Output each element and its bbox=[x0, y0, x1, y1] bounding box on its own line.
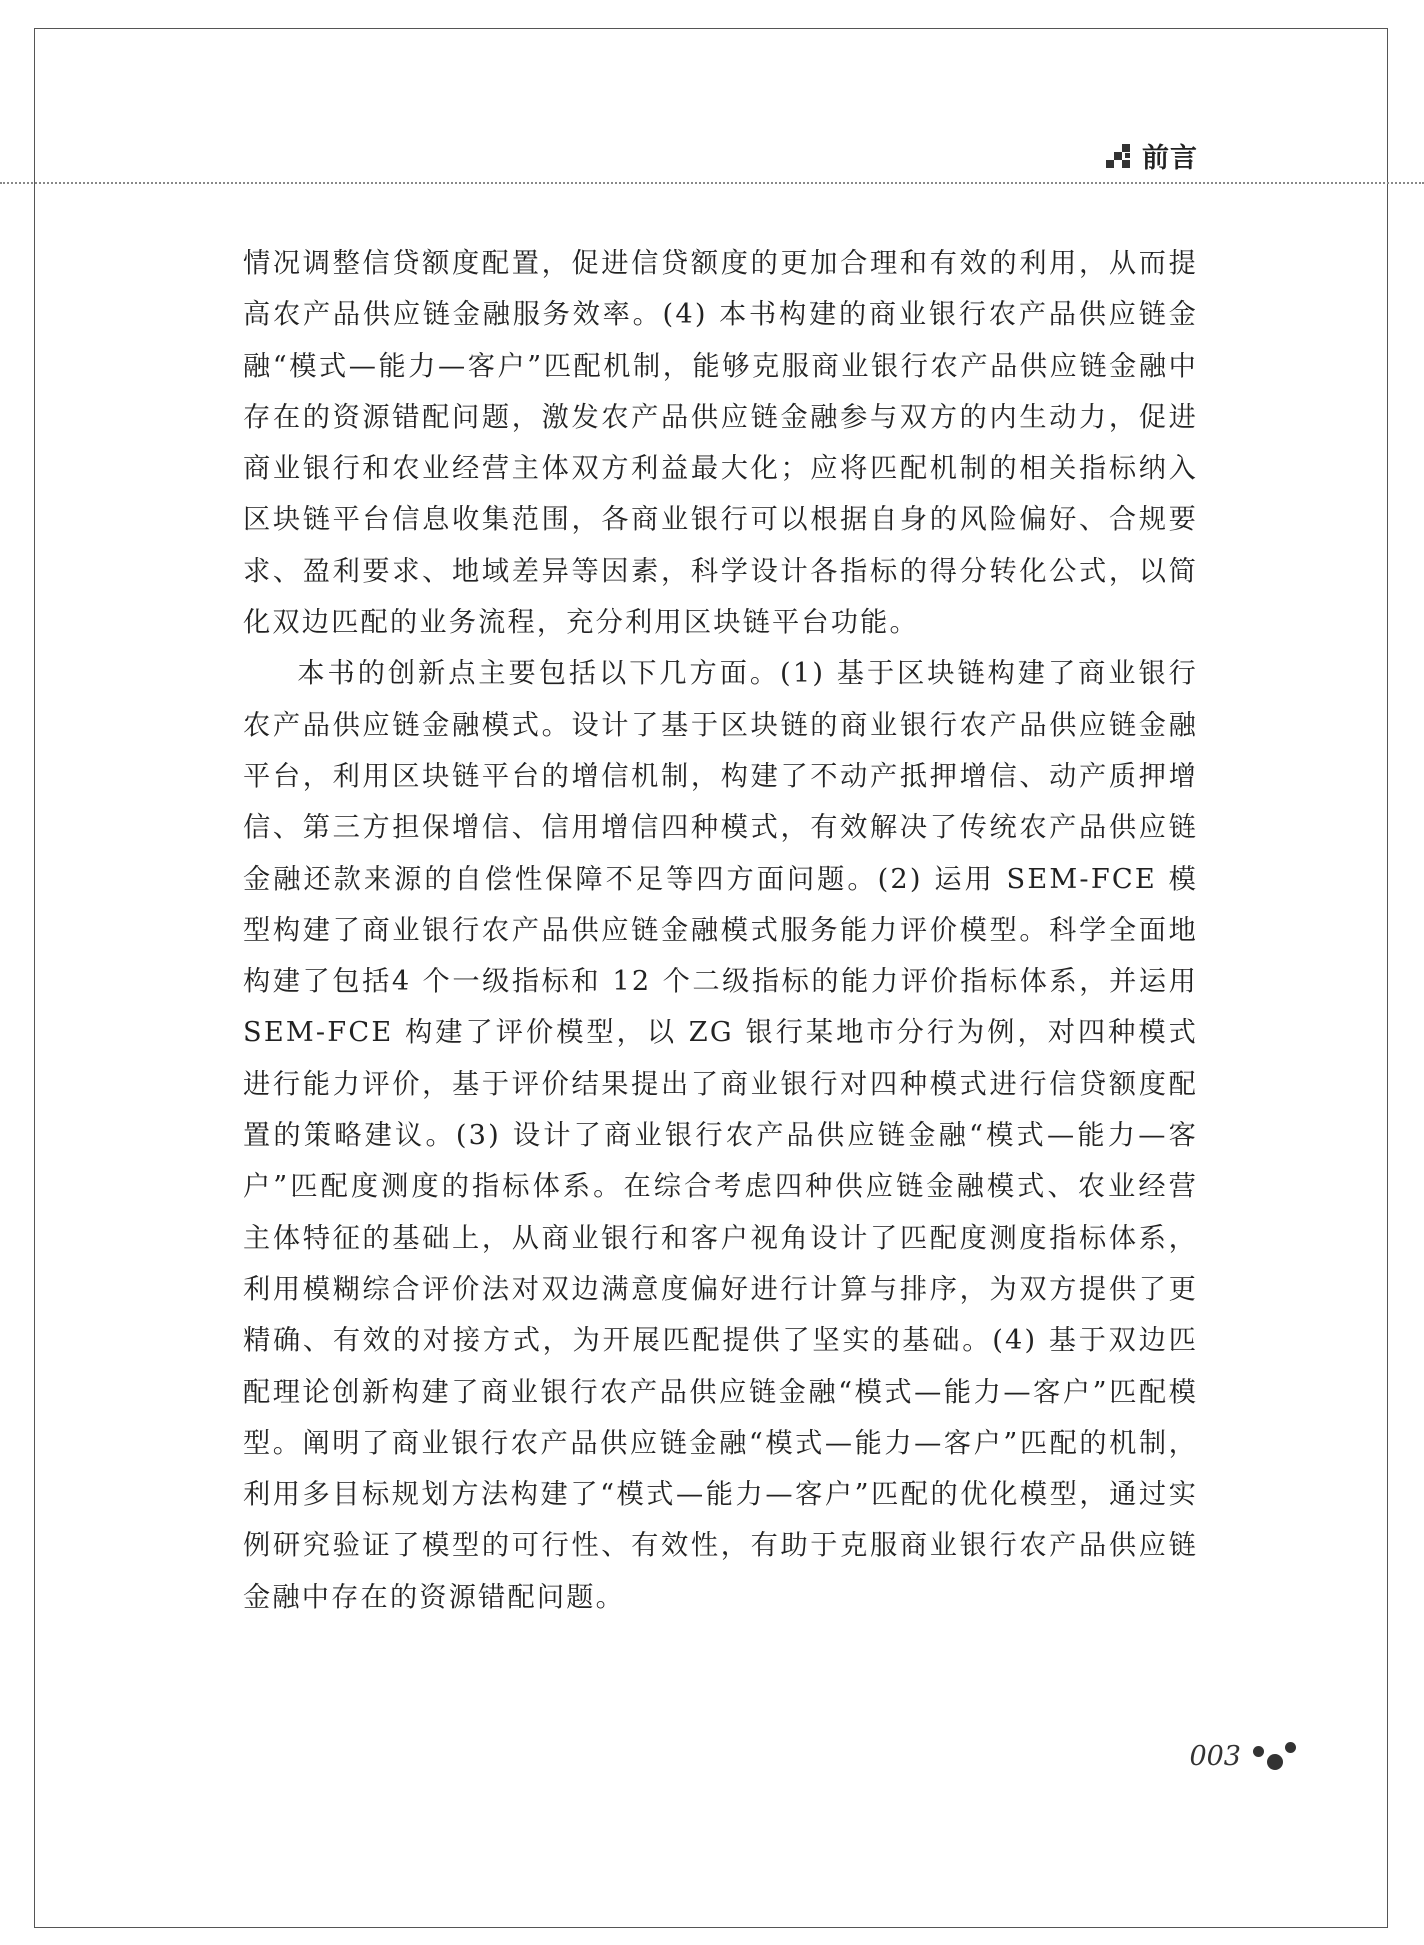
three-dots-icon bbox=[1253, 1742, 1311, 1772]
checker-squares-icon bbox=[1106, 144, 1134, 168]
page-footer bbox=[1189, 1741, 1311, 1772]
header-dotted-rule bbox=[0, 182, 1424, 184]
body-text bbox=[243, 238, 1198, 1623]
page-number: 003 bbox=[1189, 1741, 1241, 1772]
section-title: 前言 bbox=[1142, 143, 1198, 174]
paragraph-innovations: 本书的创新点主要包括以下几方面。(1) 基于区块链构建了商业银行农产品供应链金融模式。设计了基于区块链的商业银行农产品供应链金融平台，利用区块链平台的增信机制，构建了不动产抵押增信、动产质押增信、第三方担保增信、信用增信四种模式，有效解决了传统农产品供应链金融还款来源的自偿性保障不足等四方面问题。(2) 运用 SEM-FCE 模型构建了商业银行农产品供应链金融模式服务能力评价模型。科学全面地构建了包括4 个一级指标和 12 个二级指标的能力评价指标体系，并运用 SEM-FCE 构建了评价模型，以 ZG 银行某地市分行为例，对四种模式进行能力评价，基于评价结果提出了商业银行对四种模式进行信贷额度配置的策略建议。(3) 设计了商业银行农产品供应链金融“模式—能力—客户”匹配度测度的指标体系。在综合考虑四种供应链金融模式、农业经营主体特征的基础上，从商业银行和客户视角设计了匹配度测度指标体系，利用模糊综合评价法对双边满意度偏好进行计算与排序，为双方提供了更精确、有效的对接方式，为开展匹配提供了坚实的基础。(4) 基于双边匹配理论创新构建了商业银行农产品供应链金融“模式—能力—客户”匹配模型。阐明了商业银行农产品供应链金融“模式—能力—客户”匹配的机制，利用多目标规划方法构建了“模式—能力—客户”匹配的优化模型，通过实例研究验证了模型的可行性、有效性，有助于克服商业银行农产品供应链金融中存在的资源错配问题。 bbox=[243, 658, 1198, 1613]
paragraph-continued: 情况调整信贷额度配置，促进信贷额度的更加合理和有效的利用，从而提高农产品供应链金融服务效率。(4) 本书构建的商业银行农产品供应链金融“模式—能力—客户”匹配机制，能够克服商业银行农产品供应链金融中存在的资源错配问题，激发农产品供应链金融参与双方的内生动力，促进商业银行和农业经营主体双方利益最大化；应将匹配机制的相关指标纳入区块链平台信息收集范围，各商业银行可以根据自身的风险偏好、合规要求、盈利要求、地域差异等因素，科学设计各指标的得分转化公式，以简化双边匹配的业务流程，充分利用区块链平台功能。 bbox=[243, 248, 1198, 639]
running-header bbox=[1106, 136, 1198, 175]
